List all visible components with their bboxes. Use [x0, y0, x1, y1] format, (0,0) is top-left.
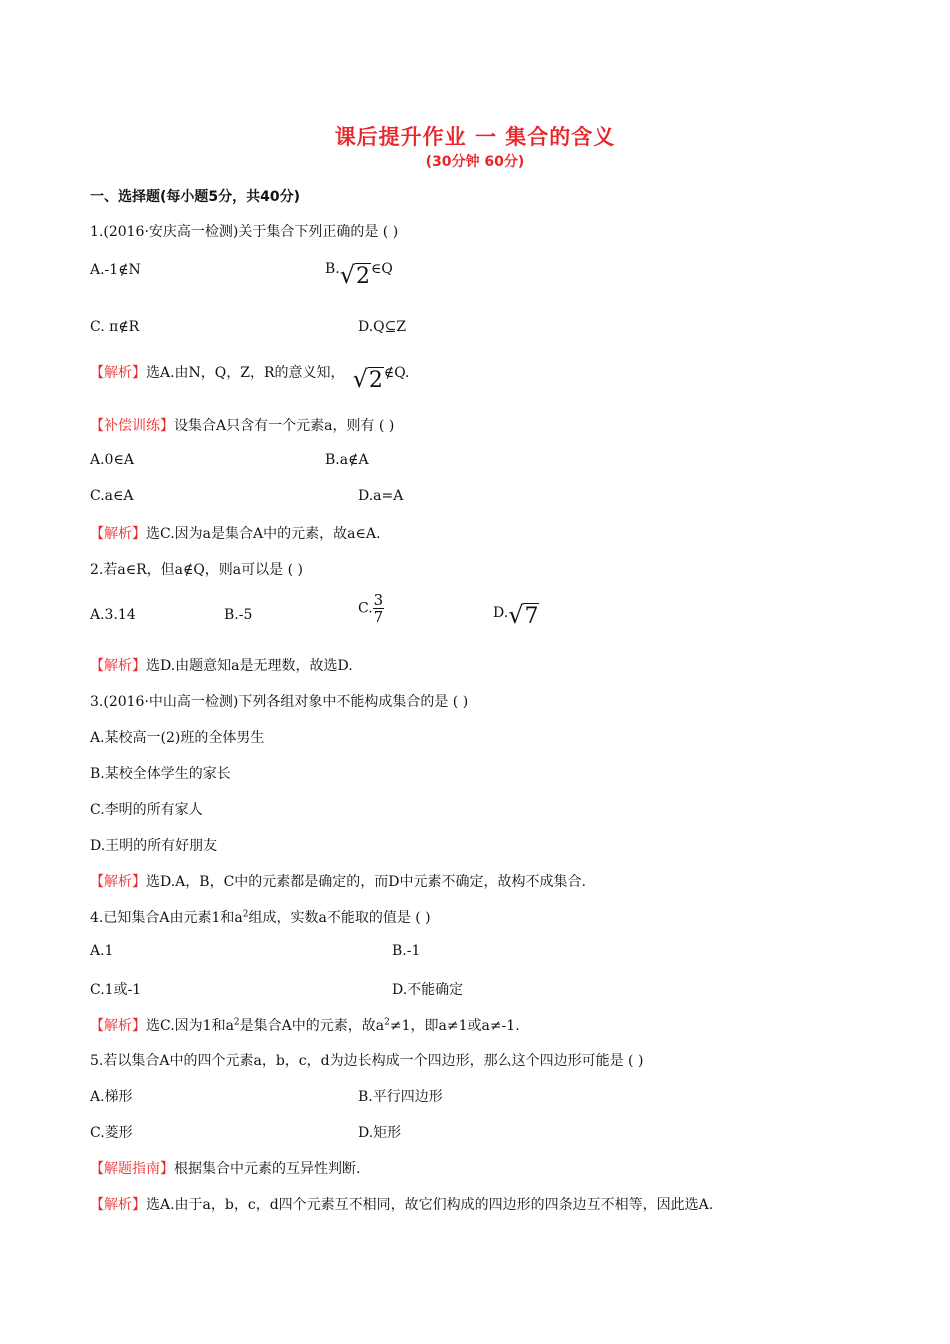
analysis-tag: 【解析】: [90, 658, 146, 674]
q3-option-c: C.李明的所有家人: [90, 802, 203, 818]
analysis-tag: 【解析】: [90, 365, 146, 381]
q4-option-a: A.1: [90, 943, 114, 959]
q1-option-d: D.Q⊆Z: [358, 319, 407, 335]
q5-answer-text: 选A.由于a，b，c，d四个元素互不相同，故它们构成的四边形的四条边互不相等，因此选A.: [146, 1197, 714, 1213]
q4-stem-part2: 组成，实数a不能取的值是 ( ): [248, 910, 431, 926]
q5-option-a: A.梯形: [90, 1089, 133, 1105]
q4-answer-part2: 是集合A中的元素，故a: [239, 1018, 385, 1034]
q3-answer: [90, 871, 586, 891]
q1-option-b-suffix: ∈Q: [371, 261, 393, 277]
q1-option-b: [325, 254, 393, 289]
q5-option-d: D.矩形: [358, 1125, 402, 1141]
q4-answer: [90, 1015, 520, 1035]
fraction-numerator: 3: [373, 591, 384, 609]
q2-option-c: [358, 592, 384, 625]
bc-answer-text: 选C.因为a是集合A中的元素，故a∈A.: [146, 526, 381, 542]
q2-option-d: [493, 598, 539, 629]
fraction: [373, 592, 385, 625]
compensation-tag: 【补偿训练】: [90, 418, 174, 434]
bc-option-c: C.a∈A: [90, 488, 134, 504]
bc-option-b: B.a∉A: [325, 452, 369, 468]
q1-option-a: A.-1∉N: [90, 262, 141, 278]
q3-answer-text: 选D.A，B，C中的元素都是确定的，而D中元素不确定，故构不成集合.: [146, 874, 586, 890]
q1-option-c: C. π∉R: [90, 319, 140, 335]
analysis-tag: 【解析】: [90, 1197, 146, 1213]
q2-option-d-label: D.: [493, 605, 509, 621]
bc-answer: [90, 523, 380, 543]
fraction-denominator: 7: [373, 608, 384, 626]
superscript: 2: [233, 1017, 240, 1028]
q1-answer: [90, 358, 410, 393]
q3-option-d: D.王明的所有好朋友: [90, 838, 218, 854]
bc-option-d: D.a=A: [358, 488, 404, 504]
q5-stem: 5.若以集合A中的四个元素a，b，c，d为边长构成一个四边形，那么这个四边形可能是 ( ): [90, 1053, 644, 1069]
superscript: 2: [242, 909, 249, 920]
q2-answer: [90, 655, 353, 675]
sqrt-symbol: √2: [339, 261, 371, 289]
q2-option-d-radicand: 7: [524, 604, 539, 629]
bc-stem: [90, 415, 394, 435]
q4-answer-part3: ≠1，即a≠1或a≠-1.: [389, 1018, 520, 1034]
bc-option-a: A.0∈A: [90, 452, 134, 468]
q5-option-b: B.平行四边形: [358, 1089, 443, 1105]
q2-option-a: A.3.14: [90, 607, 136, 623]
q4-stem: [90, 907, 431, 927]
page-title: 课后提升作业 一 集合的含义: [334, 125, 616, 149]
superscript: 2: [384, 1017, 390, 1028]
q5-guide-text: 根据集合中元素的互异性判断.: [174, 1161, 361, 1177]
q3-option-b: B.某校全体学生的家长: [90, 766, 231, 782]
q1-answer-radicand: 2: [368, 368, 383, 393]
analysis-tag: 【解析】: [90, 526, 146, 542]
q4-option-c: C.1或-1: [90, 982, 142, 998]
q3-option-a: A.某校高一(2)班的全体男生: [90, 730, 265, 746]
q5-option-c: C.菱形: [90, 1125, 133, 1141]
bc-stem-text: 设集合A只含有一个元素a，则有 ( ): [174, 418, 395, 434]
q4-option-d: D.不能确定: [392, 982, 464, 998]
q4-stem-part1: 4.已知集合A由元素1和a: [90, 910, 243, 926]
analysis-tag: 【解析】: [90, 874, 146, 890]
q2-option-c-label: C.: [358, 600, 373, 617]
q1-answer-suffix: ∉Q.: [383, 365, 410, 381]
q2-option-b: B.-5: [224, 607, 253, 623]
q2-stem: 2.若a∈R，但a∉Q，则a可以是 ( ): [90, 562, 303, 578]
sqrt-symbol: √7: [508, 601, 539, 629]
q1-stem: 1.(2016·安庆高一检测)关于集合下列正确的是 ( ): [90, 224, 399, 240]
page-subtitle: (30分钟 60分): [425, 154, 525, 170]
q3-stem: 3.(2016·中山高一检测)下列各组对象中不能构成集合的是 ( ): [90, 694, 469, 710]
section-heading: 一、选择题(每小题5分，共40分): [90, 189, 301, 205]
q1-answer-text: 选A.由N，Q，Z，R的意义知，: [146, 365, 345, 381]
q4-answer-part1: 选C.因为1和a: [146, 1018, 234, 1034]
q1-option-b-radicand: 2: [356, 264, 371, 289]
q5-guide: [90, 1158, 360, 1178]
q5-answer: [90, 1194, 713, 1214]
q2-answer-text: 选D.由题意知a是无理数，故选D.: [146, 658, 353, 674]
q1-option-b-label: B.: [325, 261, 340, 277]
sqrt-symbol: √2: [352, 365, 383, 393]
guide-tag: 【解题指南】: [90, 1161, 174, 1177]
analysis-tag: 【解析】: [90, 1018, 146, 1034]
q4-option-b: B.-1: [392, 943, 421, 959]
